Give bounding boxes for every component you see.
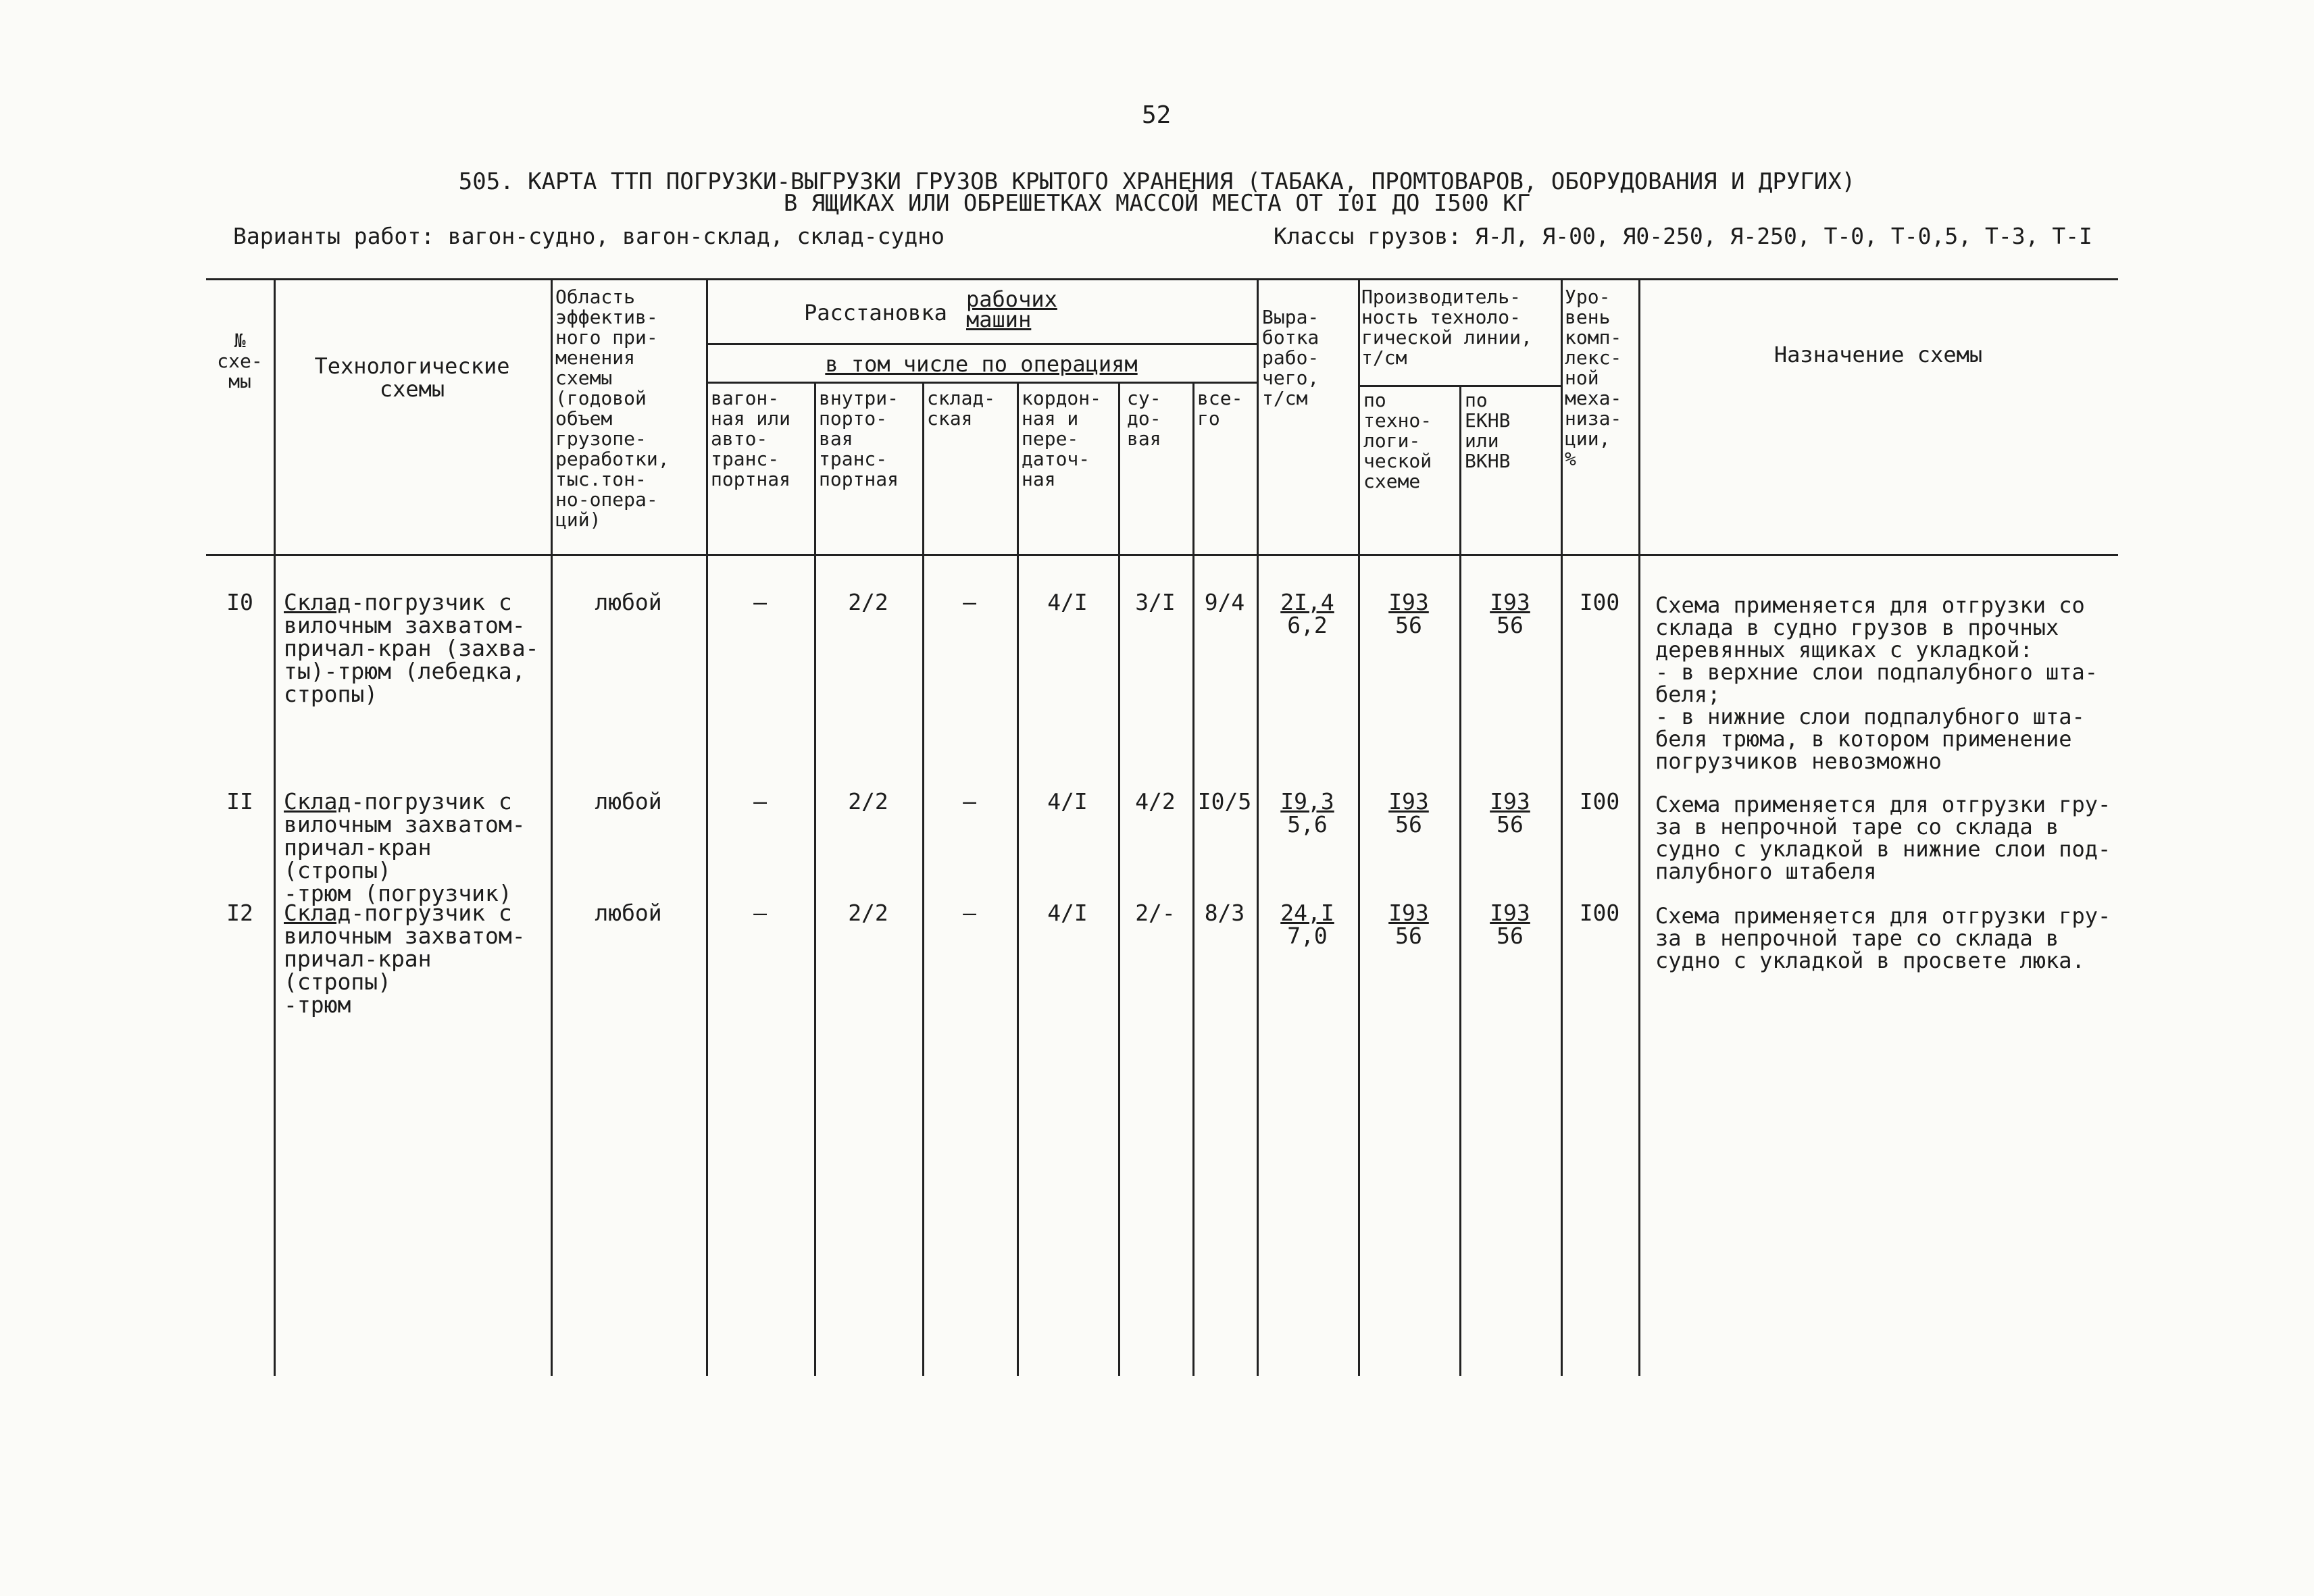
- prod-scheme-denominator: 56: [1395, 612, 1422, 638]
- prod-scheme-denominator: 56: [1395, 923, 1422, 949]
- row-prod-eknv: [1459, 902, 1561, 948]
- row-prod-eknv: [1459, 591, 1561, 637]
- col-line-4: [814, 382, 816, 1376]
- col-line-5: [922, 382, 924, 1376]
- output-denominator: 7,0: [1287, 923, 1328, 949]
- header-op-total: все- го: [1197, 387, 1243, 430]
- row-tech-scheme: [284, 902, 551, 1016]
- placement-divider: [706, 343, 1257, 345]
- row-op-internal: 2/2: [848, 900, 888, 926]
- col-line-1: [274, 278, 276, 1376]
- row-op-warehouse: –: [963, 788, 976, 815]
- row-tech-scheme: [284, 790, 551, 905]
- output-numerator: 2I,4: [1280, 589, 1334, 615]
- prod-eknv-denominator: 56: [1496, 923, 1524, 949]
- row-op-wagon: –: [753, 589, 767, 615]
- header-application-area: Область эффектив- ного при- менения схемы (годовой объем грузопе- реработки, тыс.тон- но-опера- ций): [555, 286, 670, 531]
- row-prod-scheme: [1358, 902, 1459, 948]
- row-op-cordon: 4/I: [1047, 589, 1088, 615]
- prod-scheme-numerator: I93: [1388, 900, 1429, 926]
- header-purpose: Назначение схемы: [1774, 342, 1983, 367]
- prod-eknv-numerator: I93: [1490, 900, 1530, 926]
- row-op-warehouse: –: [963, 900, 976, 926]
- tech-scheme-start: Склад: [284, 900, 351, 926]
- page-number: 52: [1142, 101, 1172, 129]
- header-op-ship: су- до- вая: [1127, 387, 1161, 450]
- header-placement: Расстановка: [804, 300, 947, 326]
- row-output: [1257, 591, 1358, 637]
- row-op-ship: 2/-: [1135, 900, 1176, 926]
- row-op-wagon: –: [753, 788, 767, 815]
- row-op-cordon: 4/I: [1047, 788, 1088, 815]
- row-purpose: Схема применяется для отгрузки со склада в судно грузов в прочных деревянных ящиках с укладкой: - в верхние слои подпалубного шта- беля; - в нижние слои подпалубного шта- беля трюма, в котором применение погрузчиков невозможно: [1655, 592, 2098, 774]
- header-output: Выра- ботка рабо- чего, т/см: [1262, 306, 1319, 409]
- header-productivity: Производитель- ность техноло- гической линии, т/см: [1361, 286, 1532, 369]
- col-line-2: [551, 278, 553, 1376]
- col-line-6: [1017, 382, 1019, 1376]
- row-op-total: 9/4: [1204, 589, 1245, 615]
- row-op-ship: 3/I: [1135, 589, 1176, 615]
- row-op-total: I0/5: [1197, 788, 1252, 815]
- header-bottom-border: [206, 554, 2118, 556]
- row-output: [1257, 790, 1358, 836]
- tech-scheme-start: Склад: [284, 589, 351, 615]
- row-purpose: Схема применяется для отгрузки гру- за в непрочной таре со склада в судно с укладкой в просвете люка.: [1655, 903, 2111, 973]
- row-scheme-no: II: [226, 788, 253, 815]
- row-mechanization: I00: [1579, 589, 1620, 615]
- prod-eknv-numerator: I93: [1490, 589, 1530, 615]
- col-line-3: [706, 278, 708, 1376]
- row-op-total: 8/3: [1204, 900, 1245, 926]
- col-line-8: [1192, 382, 1194, 1376]
- header-tech-schemes: Технологические схемы: [314, 353, 510, 402]
- col-line-12: [1561, 278, 1563, 1376]
- document-title-line-1: 505. КАРТА ТТП ПОГРУЗКИ-ВЫГРУЗКИ ГРУЗОВ КРЫТОГО ХРАНЕНИЯ (ТАБАКА, ПРОМТОВАРОВ, ОБОРУДОВАНИЯ И ДРУГИХ): [458, 168, 1856, 195]
- tech-scheme-start: Склад: [284, 788, 351, 815]
- output-denominator: 5,6: [1287, 811, 1328, 838]
- header-placement-machines: рабочих машин: [966, 286, 1057, 332]
- header-scheme-no: № схе- мы: [217, 330, 263, 392]
- row-purpose: Схема применяется для отгрузки гру- за в непрочной таре со склада в судно с укладкой в нижние слои под- палубного штабеля: [1655, 792, 2111, 884]
- operations-divider: [706, 382, 1257, 384]
- output-denominator: 6,2: [1287, 612, 1328, 638]
- row-scheme-no: I2: [226, 900, 253, 926]
- row-area: любой: [595, 589, 662, 615]
- header-mechanization: Уро- вень комп- лекс- ной меха- низа- ции, %: [1565, 286, 1622, 470]
- prod-eknv-denominator: 56: [1496, 612, 1524, 638]
- row-area: любой: [595, 900, 662, 926]
- row-prod-scheme: [1358, 591, 1459, 637]
- row-op-internal: 2/2: [848, 788, 888, 815]
- row-op-wagon: –: [753, 900, 767, 926]
- prod-scheme-numerator: I93: [1388, 589, 1429, 615]
- header-op-warehouse: склад- ская: [927, 387, 996, 430]
- row-prod-scheme: [1358, 790, 1459, 836]
- row-prod-eknv: [1459, 790, 1561, 836]
- header-by-operations: в том числе по операциям: [825, 351, 1138, 377]
- row-mechanization: I00: [1579, 900, 1620, 926]
- tech-scheme-rest: -погрузчик с вилочным захватом- причал-кран (стропы) -трюм: [284, 900, 526, 1018]
- output-numerator: 24,I: [1280, 900, 1334, 926]
- row-op-cordon: 4/I: [1047, 900, 1088, 926]
- row-mechanization: I00: [1579, 788, 1620, 815]
- tech-scheme-rest: -погрузчик с вилочным захватом- причал-кран (стропы) -трюм (погрузчик): [284, 788, 526, 906]
- header-op-cordon: кордон- ная и пере- даточ- ная: [1022, 387, 1102, 490]
- row-scheme-no: I0: [226, 589, 253, 615]
- row-op-warehouse: –: [963, 589, 976, 615]
- row-op-internal: 2/2: [848, 589, 888, 615]
- col-line-11: [1459, 385, 1461, 1376]
- header-op-wagon: вагон- ная или авто- транс- портная: [711, 387, 791, 490]
- row-op-ship: 4/2: [1135, 788, 1176, 815]
- cargo-classes: Классы грузов: Я-Л, Я-00, Я0-250, Я-250, Т-0, Т-0,5, Т-3, Т-I: [1274, 223, 2092, 249]
- table-top-border: [206, 278, 2118, 280]
- document-title-line-2: В ЯЩИКАХ ИЛИ ОБРЕШЕТКАХ МАССОЙ МЕСТА ОТ I0I ДО I500 КГ: [783, 190, 1531, 217]
- prod-scheme-numerator: I93: [1388, 788, 1429, 815]
- work-variants: Варианты работ: вагон-судно, вагон-склад, склад-судно: [233, 223, 945, 249]
- prod-eknv-numerator: I93: [1490, 788, 1530, 815]
- col-line-7: [1118, 382, 1120, 1376]
- header-op-internal: внутри- порто- вая транс- портная: [819, 387, 899, 490]
- header-prod-eknv: по ЕКНВ или ВКНВ: [1465, 389, 1511, 472]
- output-numerator: I9,3: [1280, 788, 1334, 815]
- header-prod-scheme: по техно- логи- ческой схеме: [1363, 389, 1432, 492]
- col-line-13: [1638, 278, 1640, 1376]
- row-area: любой: [595, 788, 662, 815]
- row-tech-scheme: [284, 591, 551, 706]
- prod-eknv-denominator: 56: [1496, 811, 1524, 838]
- prod-scheme-denominator: 56: [1395, 811, 1422, 838]
- row-output: [1257, 902, 1358, 948]
- tech-scheme-rest: -погрузчик с вилочным захватом- причал-кран (захва- ты)-трюм (лебедка, стропы): [284, 589, 539, 707]
